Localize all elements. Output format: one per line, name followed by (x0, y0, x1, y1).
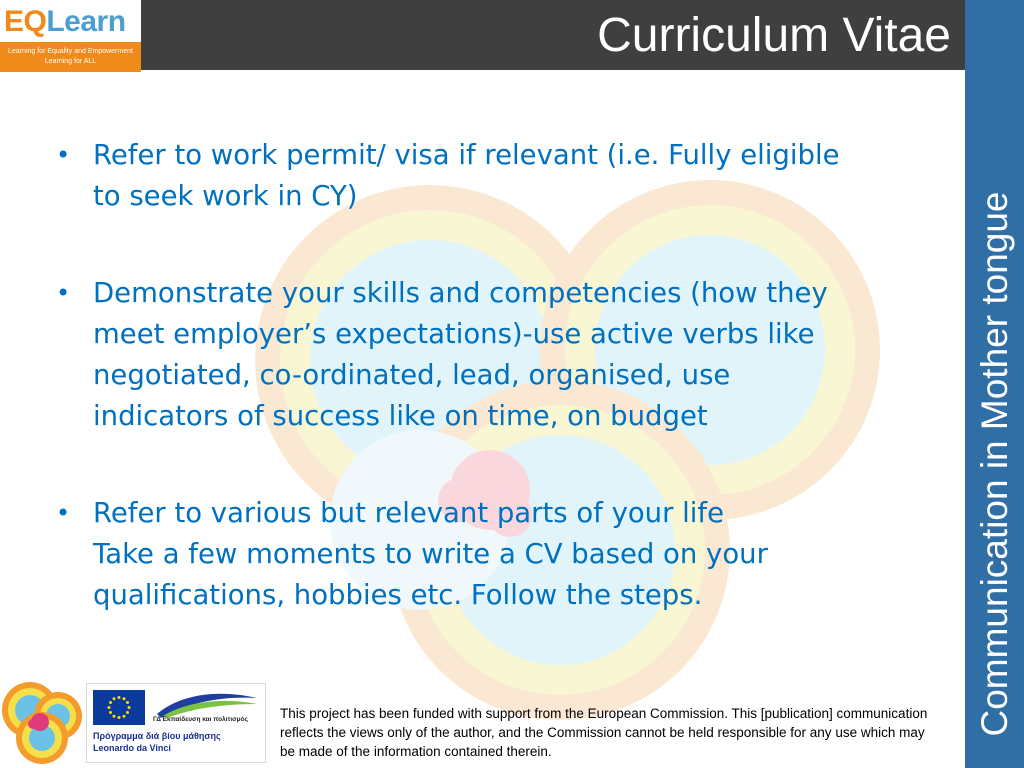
bullet-line: indicators of success like on time, on budget (93, 400, 708, 432)
eu-flag-icon (93, 690, 145, 725)
bullet-line: qualifications, hobbies etc. Follow the steps. (93, 579, 703, 611)
bullet-item (50, 273, 930, 437)
eu-logo-text-block (93, 730, 221, 754)
header-bar (140, 0, 965, 70)
eu-programme-logo (86, 683, 266, 763)
side-bar (965, 0, 1024, 768)
page-title: Curriculum Vitae (597, 9, 951, 62)
eqlearn-flower-icon (0, 672, 86, 768)
bullet-list (50, 135, 930, 672)
logo-tagline-2: Learning for ALL (44, 58, 97, 65)
bullet-line: Demonstrate your skills and competencies (how they (93, 277, 828, 309)
bullet-line: Refer to various but relevant parts of your life (93, 497, 725, 529)
funding-disclaimer: This project has been funded with support from the European Commission. This [publication] communication reflects the views only of the author, and the Commission cannot be held responsible for any use which may be made of the information contained therein. (280, 706, 928, 759)
bullet-line: to seek work in CY) (93, 180, 358, 212)
logo-tagline-1: Learning for Equality and Empowerment (8, 48, 133, 55)
eqlearn-logo (0, 0, 141, 72)
bullet-line: Take a few moments to write a CV based on your (93, 538, 768, 570)
bullet-dot-icon: • (56, 141, 71, 169)
bullet-line: negotiated, co-ordinated, lead, organised, use (93, 359, 731, 391)
bullet-dot-icon: • (56, 499, 71, 527)
eu-logo-text-2: Πρόγραμμα διά βίου μάθησης (93, 731, 221, 741)
eu-logo-text-1: ΓΔ Εκπαίδευση και πολιτισμός (153, 716, 248, 723)
logo-tagline (0, 42, 141, 72)
bullet-item (50, 493, 930, 616)
logo-learn: Learn (46, 5, 126, 38)
logo-eq: EQ (4, 5, 47, 38)
eu-logo-text-3: Leonardo da Vinci (93, 743, 171, 753)
bullet-dot-icon: • (56, 279, 71, 307)
bullet-line: meet employer’s expectations)-use active verbs like (93, 318, 815, 350)
logo-wordmark (4, 2, 126, 42)
bullet-line: Refer to work permit/ visa if relevant (i.e. Fully eligible (93, 139, 840, 171)
bullet-item (50, 135, 930, 217)
side-bar-title: Communication in Mother tongue (973, 191, 1015, 737)
